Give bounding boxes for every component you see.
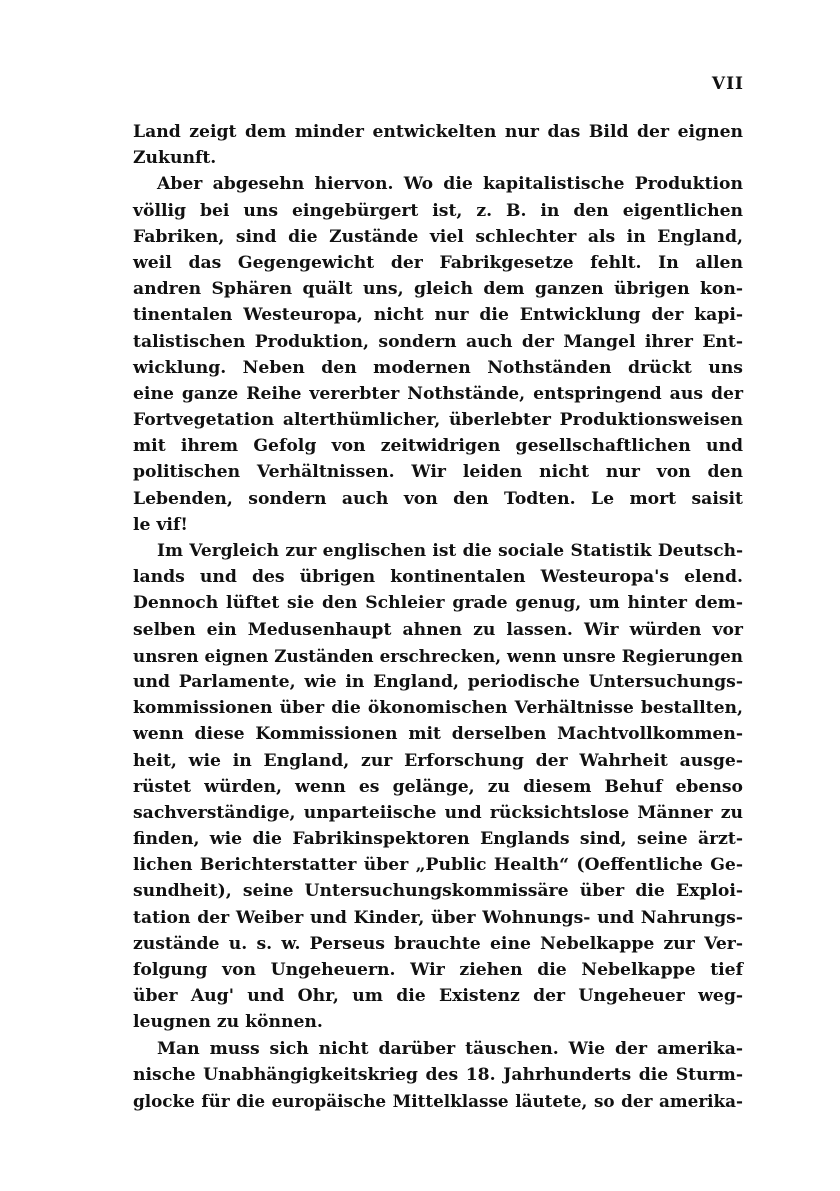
- text-line: heit, wie in England, zur Erforschung der Wahrheit ausge-: [133, 750, 743, 771]
- text-line: zustände u. s. w. Perseus brauchte eine Nebelkappe zur Ver-: [133, 933, 743, 954]
- text-line: folgung von Ungeheuern. Wir ziehen die Nebelkappe tief: [133, 960, 743, 980]
- text-line: leugnen zu können.: [133, 1012, 323, 1033]
- text-line: tinentalen Westeuropa, nicht nur die Entwicklung der kapi-: [133, 305, 743, 326]
- text-line: mit ihrem Gefolg von zeitwidrigen gesellschaftlichen und: [133, 436, 743, 457]
- text-line: sundheit), seine Untersuchungskommissäre über die Exploi-: [133, 881, 743, 902]
- text-line: andren Sphären quält uns, gleich dem ganzen übrigen kon-: [133, 279, 743, 300]
- text-line: über Aug' und Ohr, um die Existenz der Ungeheuer weg-: [133, 986, 743, 1007]
- text-line: Fabriken, sind die Zustände viel schlechter als in England,: [133, 226, 743, 247]
- text-line: eine ganze Reihe vererbter Nothstände, entspringend aus der: [133, 383, 743, 404]
- text-line: tation der Weiber und Kinder, über Wohnungs- und Nahrungs-: [133, 907, 743, 928]
- text-line: glocke für die europäische Mittelklasse läutete, so der amerika-: [133, 1090, 743, 1111]
- text-line: Land zeigt dem minder entwickelten nur das Bild der eignen: [133, 122, 743, 142]
- text-line: Dennoch lüftet sie den Schleier grade genug, um hinter dem-: [133, 593, 743, 614]
- text-line: und Parlamente, wie in England, periodische Untersuchungs-: [133, 671, 743, 692]
- text-line: weil das Gegengewicht der Fabrikgesetze fehlt. In allen: [133, 252, 743, 273]
- text-line: wicklung. Neben den modernen Nothständen drückt uns: [133, 357, 743, 378]
- text-line: le vif!: [133, 514, 188, 535]
- text-line: Man muss sich nicht darüber täuschen. Wie der amerika-: [157, 1038, 743, 1059]
- text-line: talistischen Produktion, sondern auch der Mangel ihrer Ent-: [133, 331, 743, 352]
- text-line: Fortvegetation alterthümlicher, überlebter Produktionsweisen: [133, 410, 743, 431]
- text-line: rüstet würden, wenn es gelänge, zu diesem Behuf ebenso: [133, 776, 743, 797]
- text-line: politischen Verhältnissen. Wir leiden nicht nur von den: [133, 462, 743, 483]
- body-text: [133, 119, 743, 1114]
- text-line: selben ein Medusenhaupt ahnen zu lassen. Wir würden vor: [133, 619, 743, 640]
- text-line: finden, wie die Fabrikinspektoren Englands sind, seine ärzt-: [133, 829, 743, 850]
- text-line: sachverständige, unparteiische und rücksichtslose Männer zu: [133, 802, 743, 823]
- text-line: Aber abgesehn hiervon. Wo die kapitalistische Produktion: [157, 174, 743, 195]
- text-line: Lebenden, sondern auch von den Todten. Le mort saisit: [133, 488, 743, 509]
- text-line: Im Vergleich zur englischen ist die sociale Statistik Deutsch-: [157, 541, 743, 561]
- text-line: lichen Berichterstatter über „Public Health“ (Oeffentliche Ge-: [133, 855, 743, 876]
- text-line: lands und des übrigen kontinentalen Westeuropa's elend.: [133, 567, 743, 588]
- text-line: wenn diese Kommissionen mit derselben Machtvollkommen-: [133, 724, 743, 745]
- page-number: VII: [711, 74, 744, 94]
- text-line: völlig bei uns eingebürgert ist, z. B. in den eigentlichen: [133, 200, 743, 221]
- text-line: Zukunft.: [133, 148, 217, 169]
- text-line: nische Unabhängigkeitskrieg des 18. Jahrhunderts die Sturm-: [133, 1064, 743, 1085]
- text-line: unsren eignen Zuständen erschrecken, wenn unsre Regierungen: [133, 645, 743, 666]
- text-line: kommissionen über die ökonomischen Verhältnisse bestallten,: [133, 698, 743, 719]
